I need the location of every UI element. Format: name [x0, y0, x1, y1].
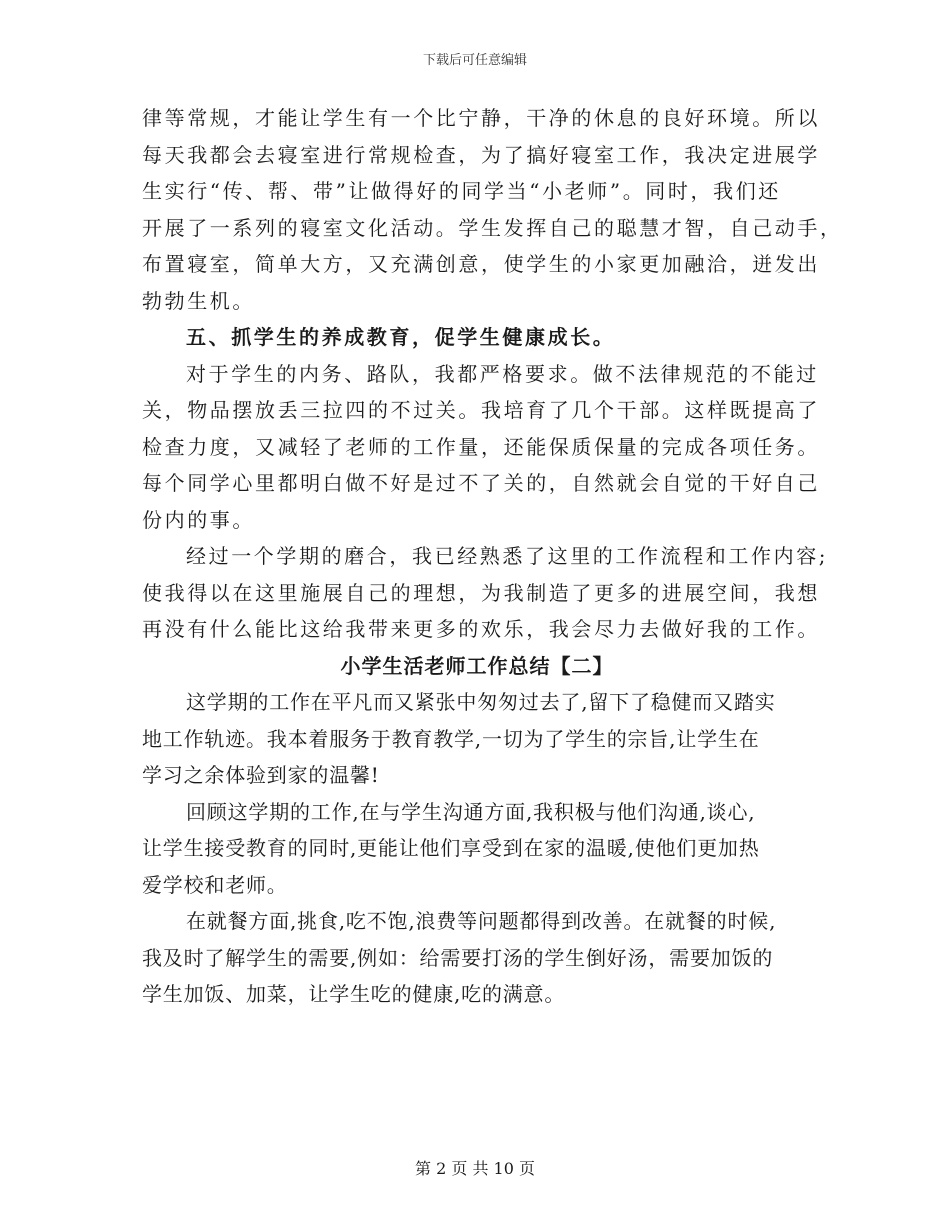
paragraph-line: 布置寝室，简单大方，又充满创意，使学生的小家更加融洽，迸发出: [142, 252, 820, 276]
paragraph-line: 使我得以在这里施展自己的理想，为我制造了更多的进展空间，我想: [142, 580, 820, 605]
paragraph-line: 这学期的工作在平凡而又紧张中匆匆过去了,留下了稳健而又踏实: [186, 690, 776, 714]
paragraph-line: 勃勃生机。: [142, 288, 255, 313]
paragraph-line: 每天我都会去寝室进行常规检查，为了搞好寝室工作，我决定进展学: [142, 142, 820, 167]
paragraph-line: 爱学校和老师。: [142, 872, 288, 897]
page-header: 下载后可任意编辑: [422, 53, 527, 68]
paragraph-line: 学生加饭、加菜，让学生吃的健康,吃的满意。: [142, 982, 566, 1006]
paragraph-line: 份内的事。: [142, 507, 255, 532]
paragraph-line: 回顾这学期的工作,在与学生沟通方面,我积极与他们沟通,谈心,: [186, 799, 756, 824]
paragraph-line: 对于学生的内务、路队，我都严格要求。做不法律规范的不能过: [186, 361, 819, 386]
paragraph-line: 律等常规，才能让学生有一个比宁静，干净的休息的良好环境。所以: [142, 106, 820, 130]
paragraph-line: 让学生接受教育的同时,更能让他们享受到在家的温暖,使他们更加热: [142, 836, 760, 860]
paragraph-line: 经过一个学期的磨合，我已经熟悉了这里的工作流程和工作内容;: [186, 544, 829, 568]
paragraph-line: 我及时了解学生的需要,例如：给需要打汤的学生倒好汤，需要加饭的: [142, 945, 774, 970]
section-title: 小学生活老师工作总结【二】: [340, 653, 614, 678]
paragraph-line: 开展了一系列的寝室文化活动。学生发挥自己的聪慧才智，自己动手，: [142, 215, 843, 240]
page-footer: 第 2 页 共 10 页: [415, 1159, 535, 1178]
paragraph-line: 生实行“传、帮、带”让做得好的同学当“小老师”。同时，我们还: [142, 179, 781, 203]
document-body: [142, 100, 843, 1013]
paragraph-line: 学习之余体验到家的温馨!: [142, 763, 380, 787]
paragraph-line: 关，物品摆放丢三拉四的不过关。我培育了几个干部。这样既提高了: [142, 398, 820, 422]
paragraph-line: 在就餐方面,挑食,吃不饱,浪费等问题都得到改善。在就餐的时候,: [186, 909, 777, 933]
paragraph-line: 再没有什么能比这给我带来更多的欢乐，我会尽力去做好我的工作。: [142, 617, 820, 641]
paragraph-line: 地工作轨迹。我本着服务于教育教学,一切为了学生的宗旨,让学生在: [142, 726, 760, 751]
paragraph-line: 检查力度，又减轻了老师的工作量，还能保质保量的完成各项任务。: [142, 434, 820, 459]
paragraph-line: 每个同学心里都明白做不好是过不了关的，自然就会自觉的干好自己: [142, 471, 820, 495]
section-heading: 五、抓学生的养成教育，促学生健康成长。: [186, 325, 616, 349]
